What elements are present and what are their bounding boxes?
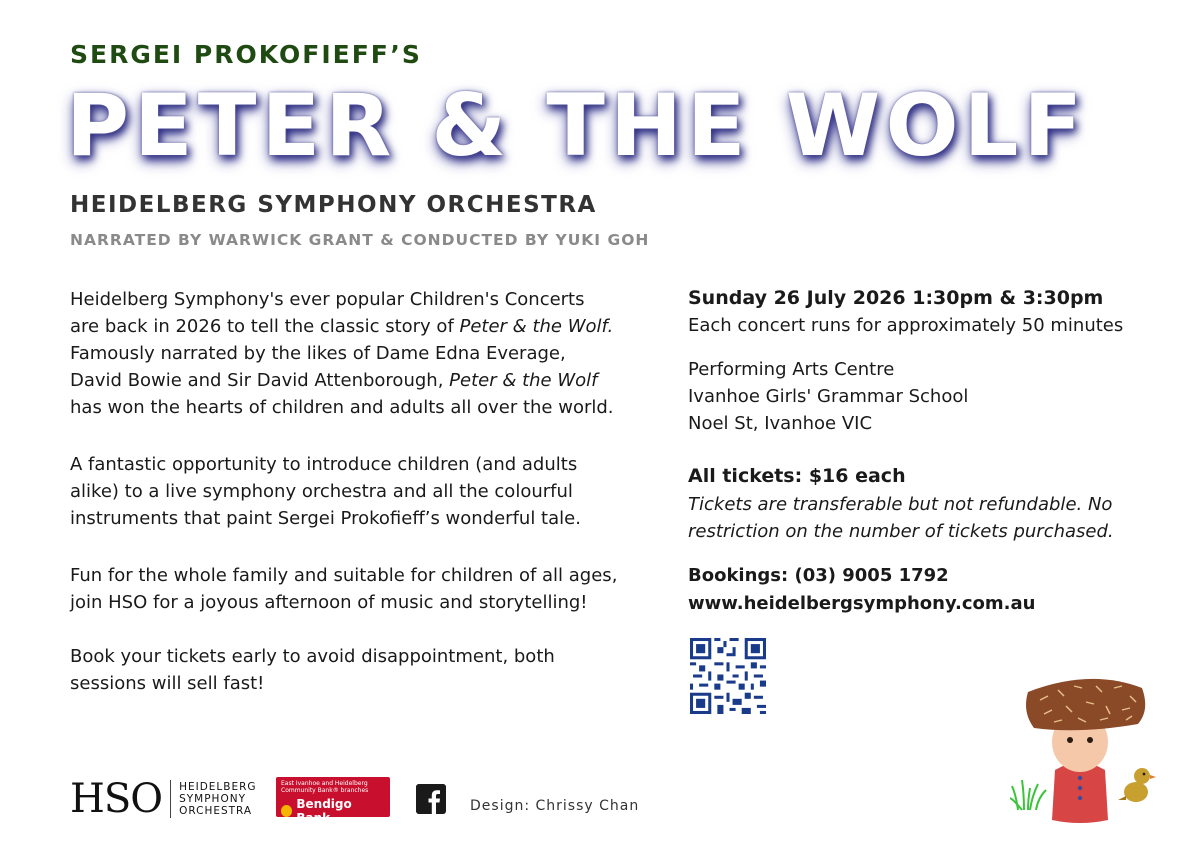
text-line: has won the hearts of children and adults all over the world. [70,397,614,418]
terms-line: restriction on the number of tickets purchased. [688,521,1114,542]
bookings-website[interactable]: www.heidelbergsymphony.com.au [688,593,1036,614]
hso-full-name [179,781,256,817]
bank-name [281,797,385,825]
text-line: join HSO for a joyous afternoon of music and storytelling! [70,592,588,613]
text-line: A fantastic opportunity to introduce children (and adults [70,454,578,475]
bendigo-bank-logo [276,777,390,825]
hso-name-line: ORCHESTRA [179,805,253,817]
facebook-icon[interactable] [416,784,446,814]
hso-logo [70,776,257,822]
design-credit: Design: Chrissy Chan [470,798,640,814]
title-emphasis: Peter & the Wolf [449,370,598,391]
venue-line: Ivanhoe Girls' Grammar School [688,386,969,407]
hso-name-line: SYMPHONY [179,793,246,805]
bank-branch-line: Community Bank® branches [281,787,369,794]
ticket-terms [688,491,1158,545]
composer-heading: SERGEI PROKOFIEFF’S [70,40,422,69]
text-line: Famously narrated by the likes of Dame Edna Everage, [70,343,566,364]
opportunity-paragraph [70,451,650,532]
bookings-info [688,562,1035,618]
event-duration: Each concert runs for approximately 50 minutes [688,315,1124,336]
venue-line: Performing Arts Centre [688,359,895,380]
venue-address [688,356,968,437]
text-line: Heidelberg Symphony's ever popular Children's Concerts [70,289,585,310]
credits-line: NARRATED BY WARWICK GRANT & CONDUCTED BY YUKI GOH [70,231,650,249]
event-date: Sunday 26 July 2026 1:30pm & 3:30pm [688,287,1104,309]
text-line: sessions will sell fast! [70,673,265,694]
hso-name-line: HEIDELBERG [179,781,257,793]
text-line [70,313,650,340]
text-line: Fun for the whole family and suitable for children of all ages, [70,565,618,586]
title-emphasis: Peter & the Wolf. [459,316,614,337]
text-span: are back in 2026 to tell the classic story of [70,316,460,337]
concert-title: PETER & THE WOLF [66,76,1088,176]
bank-name-text: Bendigo Bank [296,797,352,825]
booking-advice-paragraph [70,643,650,697]
text-line [70,367,650,394]
bookings-phone: Bookings: (03) 9005 1792 [688,565,949,586]
peter-illustration [1010,660,1160,830]
bank-branch-line: East Ivanhoe and Heidelberg [281,780,368,787]
text-line: instruments that paint Sergei Prokofieff’s wonderful tale. [70,508,581,529]
intro-paragraph [70,286,650,421]
bank-emblem-icon [281,805,292,817]
ticket-price: All tickets: $16 each [688,465,906,487]
hso-wordmark: HSO [70,776,163,822]
text-line: alike) to a live symphony orchestra and all the colourful [70,481,573,502]
venue-line: Noel St, Ivanhoe VIC [688,413,873,434]
family-paragraph [70,562,650,616]
terms-line: Tickets are transferable but not refundable. No [688,494,1113,515]
logo-divider [170,780,171,818]
text-span: David Bowie and Sir David Attenborough, [70,370,450,391]
text-line: Book your tickets early to avoid disappointment, both [70,646,555,667]
qr-code-icon[interactable] [690,638,766,714]
orchestra-name: HEIDELBERG SYMPHONY ORCHESTRA [70,192,597,218]
